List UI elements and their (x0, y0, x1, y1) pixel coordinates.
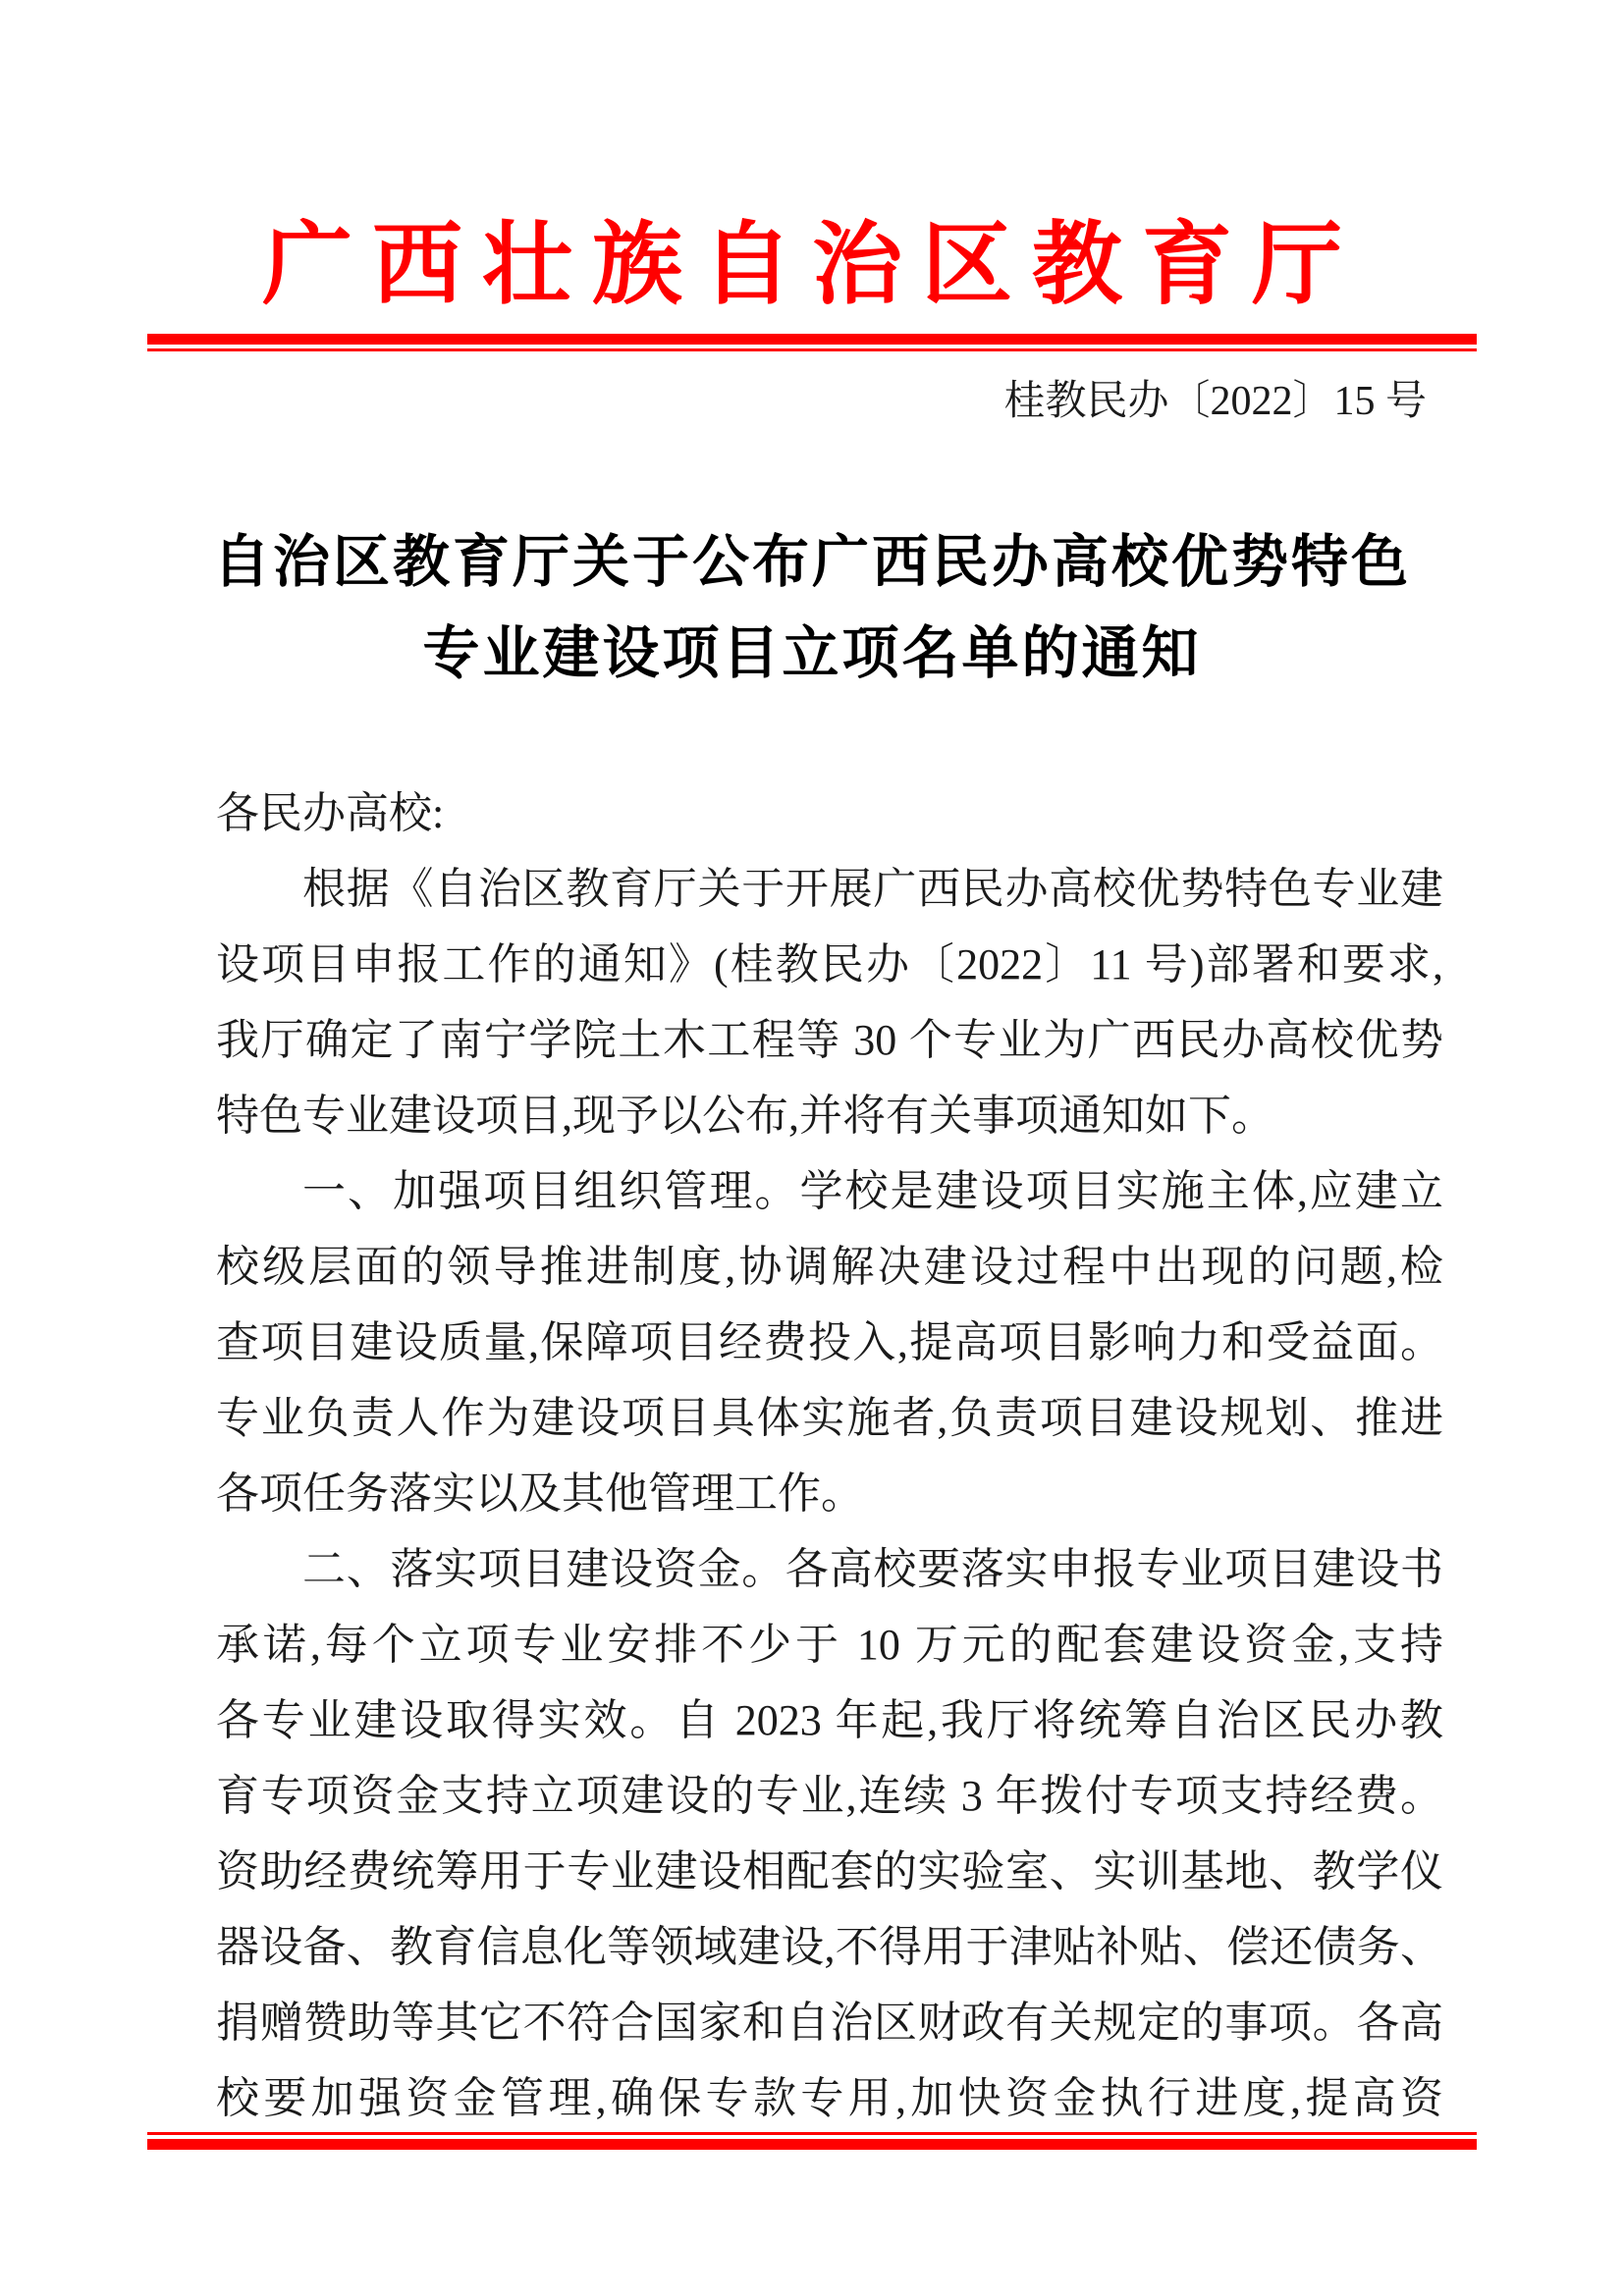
letterhead-agency-name: 广西壮族自治区教育厅 (261, 215, 1362, 315)
document-title-line-2: 专业建设项目立项名单的通知 (422, 621, 1202, 685)
body-line: 一、加强项目组织管理。学校是建设项目实施主体,应建立 (302, 1167, 1443, 1215)
document-body (216, 775, 1443, 2136)
body-line: 各项任务落实以及其他管理工作。 (216, 1469, 864, 1518)
body-line: 资助经费统筹用于专业建设相配套的实验室、实训基地、教学仪 (216, 1847, 1443, 1896)
body-line: 各民办高校: (216, 789, 445, 837)
body-line: 校级层面的领导推进制度,协调解决建设过程中出现的问题,检 (216, 1243, 1443, 1291)
body-line: 专业负责人作为建设项目具体实施者,负责项目建设规划、推进 (216, 1394, 1443, 1442)
body-line: 我厅确定了南宁学院土木工程等 30 个专业为广西民办高校优势 (216, 1016, 1443, 1064)
divider-thick-bar (147, 334, 1477, 345)
body-line: 器设备、教育信息化等领域建设,不得用于津贴补贴、偿还债务、 (216, 1923, 1443, 1971)
body-line: 捐赠赞助等其它不符合国家和自治区财政有关规定的事项。各高 (216, 1999, 1443, 2047)
document-title (0, 516, 1624, 699)
divider-thick-bar (147, 2139, 1477, 2150)
body-line: 根据《自治区教育厅关于开展广西民办高校优势特色专业建 (302, 865, 1443, 913)
body-line: 校要加强资金管理,确保专款专用,加快资金执行进度,提高资 (216, 2074, 1443, 2122)
footer-divider-rule (147, 2132, 1477, 2150)
body-line: 设项目申报工作的通知》(桂教民办〔2022〕11 号)部署和要求, (216, 940, 1443, 988)
letterhead-divider-rule (147, 334, 1477, 351)
body-line: 育专项资金支持立项建设的专业,连续 3 年拨付专项支持经费。 (216, 1772, 1443, 1820)
body-line: 二、落实项目建设资金。各高校要落实申报专业项目建设书 (302, 1545, 1443, 1593)
body-line: 查项目建设质量,保障项目经费投入,提高项目影响力和受益面。 (216, 1318, 1443, 1366)
body-line: 承诺,每个立项专业安排不少于 10 万元的配套建设资金,支持 (216, 1621, 1443, 1669)
body-line: 各专业建设取得实效。自 2023 年起,我厅将统筹自治区民办教 (216, 1696, 1443, 1744)
body-line: 特色专业建设项目,现予以公布,并将有关事项通知如下。 (216, 1092, 1274, 1140)
document-number: 桂教民办〔2022〕15 号 (1003, 379, 1427, 424)
document-title-line-1: 自治区教育厅关于公布广西民办高校优势特色 (212, 530, 1411, 594)
divider-thin-bar (147, 348, 1477, 351)
